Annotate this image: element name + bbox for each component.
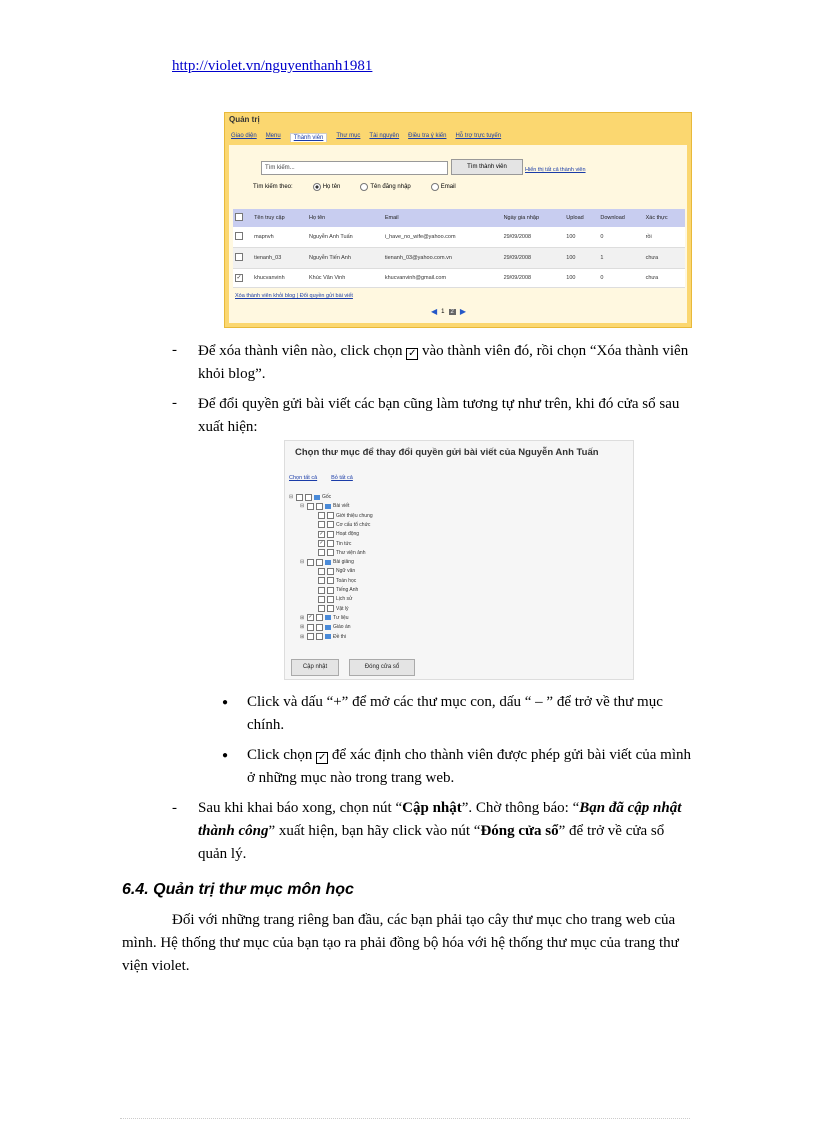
tree-checkbox-secondary[interactable]: [316, 614, 323, 621]
dash-bullet: -: [172, 342, 177, 358]
tree-node[interactable]: [311, 605, 349, 613]
expand-icon[interactable]: ⊞: [300, 614, 305, 621]
tree-checkbox[interactable]: [307, 624, 314, 631]
tree-node[interactable]: [311, 540, 351, 548]
tree-checkbox[interactable]: [318, 587, 325, 594]
cell-joined: 29/09/2008: [502, 227, 565, 248]
row-checkbox[interactable]: ✓: [233, 269, 252, 288]
page-next[interactable]: 2: [450, 308, 454, 315]
folder-icon: [325, 615, 331, 620]
cell-download: 0: [598, 227, 643, 248]
cell-username: mapnvh: [252, 227, 307, 248]
tree-node-label: Toán học: [336, 577, 357, 584]
search-by-label: Tìm kiếm theo:: [253, 184, 293, 190]
option-username[interactable]: Tên đăng nhập: [360, 183, 410, 191]
tree-checkbox[interactable]: [318, 549, 325, 556]
tree-node-label: Vật lý: [336, 605, 349, 612]
folder-icon: [314, 495, 320, 500]
tree-node-label: Tiếng Anh: [336, 587, 359, 593]
col-email: Email: [383, 209, 502, 227]
search-button[interactable]: Tìm thành viên: [451, 159, 523, 175]
folder-icon: [325, 504, 331, 509]
table-row: [233, 248, 685, 269]
cell-email: i_have_no_wife@yahoo.com: [383, 227, 502, 248]
collapse-icon[interactable]: ⊟: [300, 503, 305, 510]
collapse-icon[interactable]: ⊟: [289, 494, 294, 500]
row-checkbox[interactable]: [233, 227, 252, 248]
checkbox-icon: ✓: [408, 348, 417, 359]
cell-fullname: Nguyễn Tiến Anh: [307, 248, 383, 269]
section-heading: 6.4. Quản trị thư mục môn học: [122, 881, 354, 898]
checkbox-icon: ✓: [317, 752, 327, 763]
tree-checkbox-secondary[interactable]: [327, 596, 334, 603]
tree-node[interactable]: [311, 567, 355, 575]
cell-fullname: Nguyễn Anh Tuấn: [307, 227, 383, 248]
tab-thanh-vien[interactable]: Thành viên: [290, 133, 328, 142]
col-download: Download: [598, 209, 643, 227]
admin-tabs: [231, 133, 501, 142]
tree-checkbox-secondary[interactable]: [316, 633, 323, 640]
tree-node-label: Bài viết: [333, 503, 350, 510]
cell-download: 1: [598, 248, 643, 269]
show-all-link[interactable]: Hiển thị tất cả thành viên: [525, 167, 586, 173]
pagination: [431, 307, 466, 316]
tree-node-label: Ngữ văn: [336, 568, 356, 575]
row-checkbox[interactable]: [233, 248, 252, 269]
select-all-checkbox[interactable]: [233, 209, 252, 227]
bullet-dot-icon: ●: [222, 750, 229, 761]
tree-node-label: Giáo án: [333, 624, 351, 631]
tree-checkbox[interactable]: [307, 559, 314, 566]
dash-bullet: -: [172, 800, 177, 816]
radio-icon[interactable]: [431, 183, 439, 191]
tree-node-label: Đề thi: [333, 633, 347, 640]
admin-panel-screenshot: [224, 112, 692, 328]
members-table: [233, 209, 685, 288]
tree-node[interactable]: [311, 595, 352, 603]
folder-icon: [325, 634, 331, 639]
tree-checkbox[interactable]: [307, 503, 314, 510]
tree-checkbox[interactable]: [318, 596, 325, 603]
tree-checkbox-secondary[interactable]: [305, 494, 312, 501]
bullet-1-text: Để xóa thành viên nào, click chọn ✓ vào thành viên đó, rồi chọn “Xóa thành viên khỏi blog”.: [198, 343, 689, 382]
tree-node[interactable]: [311, 512, 373, 520]
panel-body: [229, 145, 687, 323]
radio-icon[interactable]: [313, 183, 321, 191]
tree-node-label: Giới thiệu chung: [336, 512, 373, 519]
panel-title: Quản trị: [229, 115, 260, 124]
tree-node-label: Hoạt động: [336, 531, 360, 538]
cell-upload: 100: [564, 227, 598, 248]
tree-node-label: Lịch sử: [336, 596, 353, 603]
tree-checkbox[interactable]: [307, 633, 314, 640]
tab-dieu-tra[interactable]: Điều tra ý kiến: [408, 133, 447, 139]
tree-node-label: Thư viện ảnh: [336, 549, 366, 556]
tree-checkbox-secondary[interactable]: [327, 549, 334, 556]
cell-verified: rồi: [644, 227, 685, 248]
tree-checkbox[interactable]: [318, 512, 325, 519]
table-header-row: [233, 209, 685, 227]
prev-page-icon[interactable]: ◀: [431, 307, 438, 316]
table-row: [233, 269, 685, 288]
tab-giao-dien[interactable]: Giao diện: [231, 133, 257, 139]
tree-checkbox-secondary[interactable]: [327, 568, 334, 575]
tab-thu-muc[interactable]: Thư mục: [336, 133, 361, 139]
cell-download: 0: [598, 269, 643, 288]
tree-checkbox[interactable]: [318, 568, 325, 575]
sub-bullet-2-text: Click chọn ✓ để xác định cho thành viên được phép gửi bài viết của mình ở những mục nào trong trang web.: [247, 747, 691, 786]
tree-node[interactable]: [311, 549, 365, 557]
cell-email: tienanh_03@yahoo.com.vn: [383, 248, 502, 269]
cell-username: tienanh_03: [252, 248, 307, 269]
tree-checkbox[interactable]: ✓: [308, 614, 313, 621]
dialog-title: Chọn thư mục để thay đổi quyền gửi bài viết của Nguyễn Anh Tuấn: [295, 447, 599, 458]
tab-ho-tro[interactable]: Hỗ trợ trực tuyến: [455, 133, 502, 139]
radio-icon[interactable]: [360, 183, 368, 191]
tree-node-label: Gốc: [322, 494, 332, 500]
tree-checkbox[interactable]: ✓: [319, 540, 324, 546]
tree-checkbox-secondary[interactable]: [327, 577, 334, 584]
page-current[interactable]: 1: [441, 308, 445, 315]
cell-upload: 100: [564, 248, 598, 269]
tree-checkbox-secondary[interactable]: [327, 521, 334, 528]
update-button[interactable]: Cập nhật: [291, 659, 339, 676]
next-page-icon[interactable]: ▶: [459, 307, 466, 316]
tree-node-label: Tư liệu: [333, 614, 349, 621]
tree-checkbox[interactable]: [318, 521, 325, 528]
bullet-2-text: Để đổi quyền gửi bài viết các bạn cũng làm tương tự như trên, khi đó cửa sổ sau xuất hiện:: [198, 396, 680, 435]
tree-checkbox-secondary[interactable]: [316, 503, 323, 510]
cell-fullname: Khúc Văn Vinh: [307, 269, 383, 288]
tree-checkbox-secondary[interactable]: [316, 559, 323, 566]
table-row: [233, 227, 685, 248]
collapse-icon[interactable]: ⊟: [300, 559, 305, 566]
tree-checkbox[interactable]: [296, 494, 303, 501]
tree-node-label: Cơ cấu tổ chức: [336, 521, 371, 528]
tree-node[interactable]: [311, 521, 370, 529]
header-link[interactable]: http://violet.vn/nguyenthanh1981: [172, 58, 373, 74]
folder-icon: [325, 560, 331, 565]
tree-checkbox-secondary[interactable]: [327, 605, 334, 612]
col-upload: Upload: [564, 209, 598, 227]
search-by-options: [253, 183, 456, 191]
tree-node[interactable]: [300, 614, 349, 622]
page-footer-divider: [120, 1118, 690, 1119]
close-window-button[interactable]: Đóng cửa sổ: [349, 659, 415, 676]
bullet-dot-icon: ●: [222, 697, 229, 708]
col-joined: Ngày gia nhập: [502, 209, 565, 227]
tree-node[interactable]: [300, 633, 346, 641]
body-paragraph: Đối với những trang riêng ban đầu, các bạn phải tạo cây thư mục cho trang web của mình. Hệ thống thư mục của bạn tạo ra phải đồng bộ hóa với hệ thống thư mục của trang thư viện violet.: [122, 912, 679, 974]
tree-node[interactable]: [311, 530, 359, 538]
select-all-link[interactable]: Chọn tất cả: [289, 475, 318, 481]
cell-joined: 29/09/2008: [502, 248, 565, 269]
tree-node[interactable]: [311, 586, 358, 594]
tree-checkbox[interactable]: ✓: [319, 530, 324, 537]
cell-username: khucvanvinh: [252, 269, 307, 288]
tree-checkbox[interactable]: [318, 605, 325, 612]
tree-node[interactable]: [300, 502, 349, 510]
col-fullname: Họ tên: [307, 209, 383, 227]
cell-upload: 100: [564, 269, 598, 288]
col-verified: Xác thực: [644, 209, 685, 227]
sub-bullet-1-text: Click và dấu “+” để mở các thư mục con, dấu “ – ” để trở về thư mục chính.: [247, 694, 663, 733]
tab-menu[interactable]: Menu: [265, 133, 281, 139]
search-input[interactable]: Tìm kiếm...: [261, 161, 448, 175]
tree-checkbox[interactable]: [318, 577, 325, 584]
option-email[interactable]: Email: [431, 183, 456, 191]
tree-node[interactable]: [300, 558, 354, 566]
folder-permission-dialog: [284, 440, 634, 680]
tree-node[interactable]: [289, 493, 331, 501]
expand-icon[interactable]: ⊞: [300, 633, 305, 640]
dash-bullet: -: [172, 395, 177, 411]
tree-checkbox-secondary[interactable]: [327, 587, 334, 594]
tab-tai-nguyen[interactable]: Tài nguyên: [369, 133, 400, 139]
cell-verified: chưa: [644, 269, 685, 288]
cell-email: khucvanvinh@gmail.com: [383, 269, 502, 288]
bullet-3-text: Sau khi khai báo xong, chọn nút “Cập nhật”. Chờ thông báo: “Bạn đã cập nhật thành công” xuất hiện, bạn hãy click vào nút “Đóng cửa sổ” để trở về cửa sổ quản lý.: [198, 800, 682, 862]
tree-checkbox-secondary[interactable]: [316, 624, 323, 631]
panel-footer-links[interactable]: Xóa thành viên khỏi blog | Đổi quyền gửi bài viết: [235, 293, 353, 299]
cell-joined: 29/09/2008: [502, 269, 565, 288]
expand-icon[interactable]: ⊞: [300, 624, 305, 631]
tree-node[interactable]: [300, 623, 351, 631]
folder-icon: [325, 625, 331, 630]
dialog-select-links: [289, 475, 353, 481]
deselect-all-link[interactable]: Bỏ tất cả: [331, 475, 353, 481]
tree-checkbox-secondary[interactable]: [327, 540, 334, 547]
tree-checkbox-secondary[interactable]: [327, 512, 334, 519]
tree-node-label: Bài giảng: [333, 559, 354, 566]
tree-node-label: Tin tức: [336, 540, 352, 547]
tree-checkbox-secondary[interactable]: [327, 531, 334, 538]
cell-verified: chưa: [644, 248, 685, 269]
tree-node[interactable]: [311, 577, 356, 585]
option-fullname[interactable]: Họ tên: [313, 183, 341, 191]
col-username: Tên truy cập: [252, 209, 307, 227]
